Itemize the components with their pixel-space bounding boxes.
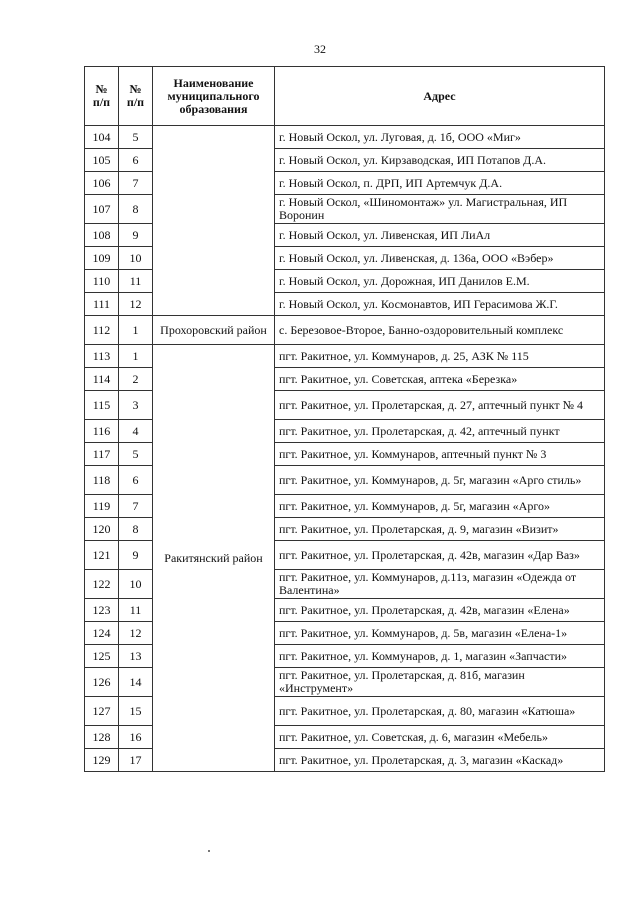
row-address: г. Новый Оскол, ул. Луговая, д. 1б, ООО «Миг» [275, 126, 605, 149]
registry-table [84, 66, 605, 772]
row-num-local: 9 [119, 541, 153, 570]
row-address: пгт. Ракитное, ул. Коммунаров, д. 5г, магазин «Арго» [275, 495, 605, 518]
row-num-local: 11 [119, 270, 153, 293]
row-address: г. Новый Оскол, п. ДРП, ИП Артемчук Д.А. [275, 172, 605, 195]
row-num-total: 108 [85, 224, 119, 247]
row-num-total: 111 [85, 293, 119, 316]
header-num-local: № п/п [119, 67, 153, 126]
row-address: пгт. Ракитное, ул. Коммунаров, д. 25, АЗК № 115 [275, 345, 605, 368]
row-address: г. Новый Оскол, ул. Ливенская, ИП ЛиАл [275, 224, 605, 247]
row-address: пгт. Ракитное, ул. Пролетарская, д. 42в, магазин «Дар Ваз» [275, 541, 605, 570]
row-num-total: 109 [85, 247, 119, 270]
row-address: г. Новый Оскол, ул. Кирзаводская, ИП Потапов Д.А. [275, 149, 605, 172]
row-num-local: 3 [119, 391, 153, 420]
row-address: пгт. Ракитное, ул. Советская, аптека «Березка» [275, 368, 605, 391]
row-num-total: 106 [85, 172, 119, 195]
table-row [85, 316, 605, 345]
row-num-local: 2 [119, 368, 153, 391]
row-num-local: 15 [119, 697, 153, 726]
row-num-total: 123 [85, 599, 119, 622]
row-num-total: 116 [85, 420, 119, 443]
row-address: пгт. Ракитное, ул. Пролетарская, д. 42в, магазин «Елена» [275, 599, 605, 622]
row-address: г. Новый Оскол, ул. Космонавтов, ИП Герасимова Ж.Г. [275, 293, 605, 316]
row-num-total: 118 [85, 466, 119, 495]
row-address: г. Новый Оскол, ул. Ливенская, д. 136а, ООО «Вэбер» [275, 247, 605, 270]
row-address: пгт. Ракитное, ул. Пролетарская, д. 3, магазин «Каскад» [275, 749, 605, 772]
row-num-total: 127 [85, 697, 119, 726]
row-num-local: 9 [119, 224, 153, 247]
table-row [85, 126, 605, 149]
row-num-total: 107 [85, 195, 119, 224]
row-num-local: 10 [119, 570, 153, 599]
row-address: пгт. Ракитное, ул. Пролетарская, д. 9, магазин «Визит» [275, 518, 605, 541]
row-num-total: 112 [85, 316, 119, 345]
row-num-local: 12 [119, 622, 153, 645]
row-num-total: 125 [85, 645, 119, 668]
row-num-total: 122 [85, 570, 119, 599]
row-num-total: 105 [85, 149, 119, 172]
header-municipality: Наименование муниципального образования [153, 67, 275, 126]
municipality-cell: Прохоровский район [153, 316, 275, 345]
row-num-local: 11 [119, 599, 153, 622]
row-num-total: 110 [85, 270, 119, 293]
municipality-cell [153, 126, 275, 316]
row-num-local: 7 [119, 172, 153, 195]
row-num-local: 1 [119, 316, 153, 345]
row-num-local: 1 [119, 345, 153, 368]
row-address: пгт. Ракитное, ул. Советская, д. 6, магазин «Мебель» [275, 726, 605, 749]
row-num-local: 6 [119, 466, 153, 495]
row-num-local: 10 [119, 247, 153, 270]
row-num-local: 13 [119, 645, 153, 668]
row-num-total: 115 [85, 391, 119, 420]
row-address: пгт. Ракитное, ул. Пролетарская, д. 81б, магазин «Инструмент» [275, 668, 605, 697]
row-num-local: 16 [119, 726, 153, 749]
row-num-total: 120 [85, 518, 119, 541]
row-num-local: 4 [119, 420, 153, 443]
row-address: с. Березовое-Второе, Банно-оздоровительный комплекс [275, 316, 605, 345]
row-num-local: 8 [119, 518, 153, 541]
row-address: пгт. Ракитное, ул. Коммунаров, д.11з, магазин «Одежда от Валентина» [275, 570, 605, 599]
row-num-local: 17 [119, 749, 153, 772]
row-address: пгт. Ракитное, ул. Пролетарская, д. 80, магазин «Катюша» [275, 697, 605, 726]
row-num-local: 5 [119, 443, 153, 466]
row-address: пгт. Ракитное, ул. Коммунаров, д. 1, магазин «Запчасти» [275, 645, 605, 668]
row-num-local: 8 [119, 195, 153, 224]
row-address: г. Новый Оскол, ул. Дорожная, ИП Данилов Е.М. [275, 270, 605, 293]
row-num-total: 117 [85, 443, 119, 466]
row-num-total: 124 [85, 622, 119, 645]
row-address: г. Новый Оскол, «Шиномонтаж» ул. Магистральная, ИП Воронин [275, 195, 605, 224]
row-num-local: 7 [119, 495, 153, 518]
row-num-total: 114 [85, 368, 119, 391]
header-address: Адрес [275, 67, 605, 126]
scan-speck [208, 850, 210, 852]
row-num-local: 6 [119, 149, 153, 172]
row-address: пгт. Ракитное, ул. Коммунаров, д. 5в, магазин «Елена-1» [275, 622, 605, 645]
row-num-total: 119 [85, 495, 119, 518]
row-num-local: 5 [119, 126, 153, 149]
page-number: 32 [314, 42, 326, 56]
table-row [85, 345, 605, 368]
row-num-total: 126 [85, 668, 119, 697]
row-address: пгт. Ракитное, ул. Коммунаров, д. 5г, магазин «Арго стиль» [275, 466, 605, 495]
row-num-total: 121 [85, 541, 119, 570]
row-num-total: 128 [85, 726, 119, 749]
header-num-total: № п/п [85, 67, 119, 126]
row-address: пгт. Ракитное, ул. Пролетарская, д. 42, аптечный пункт [275, 420, 605, 443]
row-num-total: 104 [85, 126, 119, 149]
row-num-local: 12 [119, 293, 153, 316]
row-address: пгт. Ракитное, ул. Пролетарская, д. 27, аптечный пункт № 4 [275, 391, 605, 420]
table-header-row [85, 67, 605, 126]
municipality-cell: Ракитянский район [153, 345, 275, 772]
row-num-total: 129 [85, 749, 119, 772]
row-num-local: 14 [119, 668, 153, 697]
row-num-total: 113 [85, 345, 119, 368]
row-address: пгт. Ракитное, ул. Коммунаров, аптечный пункт № 3 [275, 443, 605, 466]
